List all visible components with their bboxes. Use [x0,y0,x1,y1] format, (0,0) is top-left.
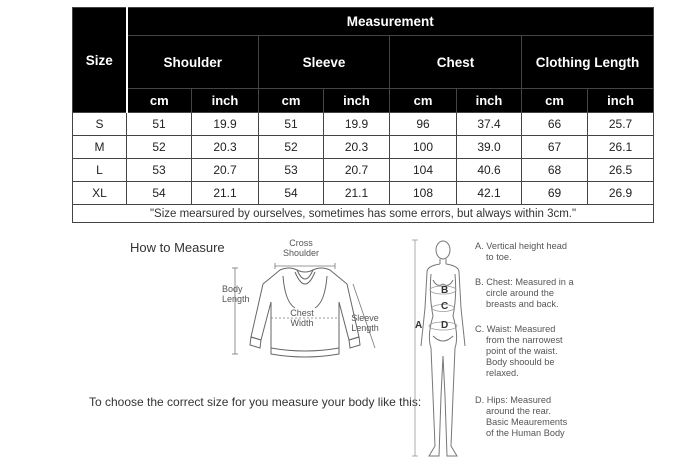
size-cell: S [73,113,127,136]
table-cell: 54 [259,182,324,205]
note-b-line: breasts and back. [486,299,559,309]
unit-header: cm [390,89,457,113]
unit-header: cm [259,89,324,113]
body-length-label-line: Body [222,284,243,294]
sleeve-length-label [345,313,385,333]
table-cell: 108 [390,182,457,205]
chest-width-label-line: Width [290,318,314,328]
table-row [73,159,654,182]
table-cell: 68 [522,159,588,182]
table-cell: 37.4 [457,113,522,136]
table-cell: 20.3 [192,136,259,159]
body-figure-icon [405,236,480,466]
marker-b: B [441,285,449,296]
table-cell: 52 [259,136,324,159]
size-cell: XL [73,182,127,205]
table-cell: 20.3 [324,136,390,159]
table-cell: 20.7 [192,159,259,182]
note-b-line: circle around the [486,288,554,298]
unit-header: cm [522,89,588,113]
table-cell: 104 [390,159,457,182]
note-d-line: Basic Meaurements [486,417,568,427]
table-cell: 96 [390,113,457,136]
note-c-line: from the narrowest [486,335,563,345]
cross-shoulder-label-line: Shoulder [282,248,320,258]
table-cell: 67 [522,136,588,159]
size-column-header: Size [73,8,127,113]
note-d-line: of the Human Body [486,428,565,438]
unit-header: inch [192,89,259,113]
marker-c: C [441,301,449,312]
body-length-label-line: Length [222,294,250,304]
how-to-measure-heading: How to Measure [130,240,225,255]
measurement-note: "Size mearsured by ourselves, sometimes has some errors, but always within 3cm." [73,205,654,223]
note-a [475,241,567,263]
column-header-clothing-length: Clothing Length [522,36,654,89]
sleeve-length-label-line: Length [351,323,379,333]
table-row [73,182,654,205]
table-cell: 20.7 [324,159,390,182]
table-cell: 53 [127,159,192,182]
table-cell: 53 [259,159,324,182]
table-row [73,136,654,159]
table-cell: 69 [522,182,588,205]
note-c-line: Body shoould be [486,357,555,367]
column-header-shoulder: Shoulder [127,36,259,89]
measurement-header: Measurement [127,8,654,36]
table-cell: 19.9 [192,113,259,136]
table-row [73,113,654,136]
unit-header: inch [324,89,390,113]
table-cell: 52 [127,136,192,159]
table-cell: 42.1 [457,182,522,205]
table-cell: 54 [127,182,192,205]
size-chart-table [72,7,654,223]
table-cell: 25.7 [588,113,654,136]
table-cell: 26.9 [588,182,654,205]
table-cell: 39.0 [457,136,522,159]
note-b-line: B. Chest: Measured in a [475,277,574,287]
note-d-line: D. Hips: Measured [475,395,552,405]
marker-a: A [415,320,423,331]
sleeve-length-label-line: Sleeve [351,313,379,323]
note-d [475,395,567,439]
note-d-line: around the rear. [486,406,551,416]
unit-header: inch [457,89,522,113]
unit-header: inch [588,89,654,113]
note-c-line: point of the waist. [486,346,558,356]
table-cell: 40.6 [457,159,522,182]
table-cell: 19.9 [324,113,390,136]
unit-header: cm [127,89,192,113]
table-cell: 21.1 [324,182,390,205]
size-cell: M [73,136,127,159]
body-length-label [222,284,260,304]
cross-shoulder-label [277,238,325,258]
note-a-line: to toe. [486,252,512,262]
note-c-line: relaxed. [486,368,519,378]
choose-size-instruction: To choose the correct size for you measure your body like this: [89,395,422,409]
column-header-chest: Chest [390,36,522,89]
table-cell: 66 [522,113,588,136]
table-cell: 21.1 [192,182,259,205]
note-a-line: A. Vertical height head [475,241,567,251]
table-cell: 26.5 [588,159,654,182]
chest-width-label [284,308,320,328]
cross-shoulder-label-line: Cross [289,238,313,248]
note-c-line: C. Waist: Measured [475,324,556,334]
table-cell: 51 [127,113,192,136]
size-cell: L [73,159,127,182]
note-c [475,324,563,379]
table-cell: 51 [259,113,324,136]
chest-width-label-line: Chest [290,308,314,318]
table-cell: 100 [390,136,457,159]
marker-d: D [441,320,449,331]
table-cell: 26.1 [588,136,654,159]
column-header-sleeve: Sleeve [259,36,390,89]
note-b [475,277,574,310]
